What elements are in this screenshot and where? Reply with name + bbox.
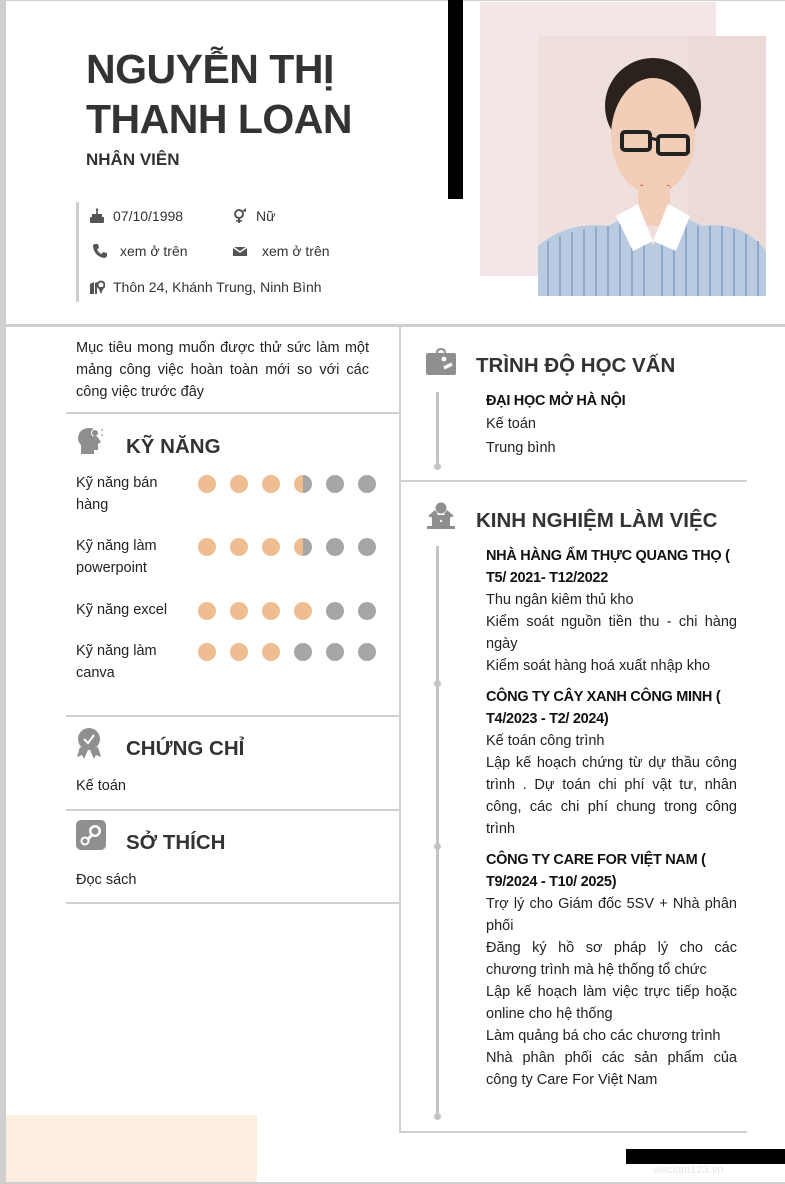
skill-name: Kỹ năng bán hàng <box>76 475 158 513</box>
duty: Làm quảng bá cho các chương trình <box>486 1028 721 1044</box>
grade: Trung bình <box>486 440 556 456</box>
rating-dot-empty <box>358 475 376 493</box>
suitcase-icon <box>426 347 456 379</box>
decorative-footer-bar <box>626 1149 785 1164</box>
duty: Trợ lý cho Giám đốc 5SV + Nhà phân phối <box>486 896 737 934</box>
column-divider <box>399 327 401 1133</box>
timeline-dot <box>434 463 441 470</box>
decorative-peach-block <box>6 1115 257 1182</box>
award-badge-icon <box>76 727 106 759</box>
hobbies-title: SỞ THÍCH <box>126 831 226 854</box>
duty: Nhà phân phối các sản phẩm của công ty Care For Việt Nam <box>486 1050 737 1088</box>
timeline-dot <box>434 843 441 850</box>
decorative-black-bar <box>448 0 463 199</box>
rating-dot-filled <box>198 475 216 493</box>
experience-timeline <box>436 546 439 1116</box>
birthday-cake-icon <box>89 208 105 224</box>
rating-dot-filled <box>230 602 248 620</box>
page-left-edge <box>0 0 6 1184</box>
education-divider <box>401 480 747 482</box>
rating-dot-filled <box>230 538 248 556</box>
rating-dot-filled <box>230 475 248 493</box>
skill-name: Kỹ năng làm powerpoint <box>76 538 157 576</box>
rating-dot-filled <box>262 602 280 620</box>
job-title: NHÂN VIÊN <box>86 150 180 169</box>
career-objective: Mục tiêu mong muốn được thử sức làm một mảng công việc hoàn toàn mới so với các công việc trước đây <box>76 340 369 400</box>
duty: Thu ngân kiêm thủ kho <box>486 592 634 608</box>
address-value: Thôn 24, Khánh Trung, Ninh Bình <box>113 279 322 295</box>
major: Kế toán <box>486 416 536 432</box>
education-title: TRÌNH ĐỘ HỌC VẤN <box>476 354 676 377</box>
gender-icon <box>232 208 248 224</box>
rating-dot-filled <box>262 643 280 661</box>
objective-divider <box>66 412 399 414</box>
skill-rating <box>198 538 390 556</box>
duty: Kiểm soát nguồn tiền thu - chi hàng ngày <box>486 614 737 652</box>
company-name: CÔNG TY CÂY XANH CÔNG MINH ( T4/2023 - T2/ 2024) <box>486 689 721 727</box>
experience-title: KINH NGHIỆM LÀM VIỆC <box>476 509 718 532</box>
company-name: NHÀ HÀNG ẨM THỰC QUANG THỌ ( T5/ 2021- T12/2022 <box>486 548 730 586</box>
rating-dot-half <box>294 475 312 493</box>
address-field <box>89 279 322 295</box>
envelope-icon <box>232 243 248 259</box>
skill-rating <box>198 602 390 620</box>
experience-divider <box>401 1131 747 1133</box>
rating-dot-empty <box>358 538 376 556</box>
email-field <box>232 243 330 259</box>
education-entry <box>486 390 737 459</box>
certificates-title: CHỨNG CHỈ <box>126 737 245 760</box>
candidate-name <box>86 44 352 144</box>
rating-dot-empty <box>326 602 344 620</box>
certificate-item: Kế toán <box>76 778 126 794</box>
certificates-divider <box>66 809 399 811</box>
birthday-value: 07/10/1998 <box>113 208 184 224</box>
company-name: CÔNG TY CARE FOR VIỆT NAM ( T9/2024 - T10/ 2025) <box>486 852 706 890</box>
rating-dot-filled <box>230 643 248 661</box>
phone-icon <box>92 243 108 259</box>
phone-value: xem ở trên <box>120 243 188 259</box>
name-line-2: THANH LOAN <box>86 96 353 142</box>
watermark: vieclam123.vn <box>653 1164 724 1176</box>
skill-rating <box>198 643 390 661</box>
rating-dot-filled <box>198 602 216 620</box>
duty: Lập kế hoạch chứng từ dự thầu công trình . Dự toán chi phí vật tư, nhân công, các chi phí chung trong công trình <box>486 755 737 837</box>
profile-photo <box>538 36 766 296</box>
duty: Lập kế hoạch làm việc trực tiếp hoặc online cho hệ thống <box>486 984 737 1022</box>
steam-icon <box>76 820 106 850</box>
contact-info <box>76 202 376 302</box>
hobbies-divider <box>66 902 399 904</box>
rating-dot-empty <box>326 538 344 556</box>
duty: Kế toán công trình <box>486 733 605 749</box>
phone-field <box>92 243 188 259</box>
skills-divider <box>66 715 399 717</box>
duty: Đăng ký hồ sơ pháp lý cho các chương trình mà hệ thống tổ chức <box>486 940 737 978</box>
hobby-item: Đọc sách <box>76 872 137 888</box>
head-lightbulb-icon <box>76 424 106 456</box>
skill-name: Kỹ năng excel <box>76 602 168 618</box>
rating-dot-filled <box>198 538 216 556</box>
experience-entry <box>486 686 737 840</box>
duty: Kiểm soát hàng hoá xuất nhập kho <box>486 658 711 674</box>
skill-name: Kỹ năng làm canva <box>76 643 157 681</box>
page-top-edge <box>6 0 785 1</box>
school-name: ĐẠI HỌC MỞ HÀ NỘI <box>486 393 626 409</box>
rating-dot-empty <box>294 643 312 661</box>
map-marker-icon <box>89 279 105 295</box>
rating-dot-empty <box>326 475 344 493</box>
skill-rating <box>198 475 390 493</box>
name-line-1: NGUYỄN THỊ <box>86 46 334 92</box>
skills-title: KỸ NĂNG <box>126 435 221 458</box>
timeline-dot <box>434 1113 441 1120</box>
email-value: xem ở trên <box>262 243 330 259</box>
user-laptop-icon <box>425 502 457 530</box>
rating-dot-empty <box>358 643 376 661</box>
rating-dot-filled <box>262 538 280 556</box>
rating-dot-half <box>294 538 312 556</box>
rating-dot-filled <box>198 643 216 661</box>
gender-field <box>232 208 275 224</box>
rating-dot-empty <box>326 643 344 661</box>
timeline-dot <box>434 680 441 687</box>
header-divider <box>6 324 785 327</box>
rating-dot-filled <box>294 602 312 620</box>
education-timeline <box>436 392 439 466</box>
rating-dot-empty <box>358 602 376 620</box>
rating-dot-filled <box>262 475 280 493</box>
experience-entry <box>486 545 737 677</box>
gender-value: Nữ <box>256 208 276 224</box>
experience-entry <box>486 849 737 1091</box>
birthday-field <box>89 208 183 224</box>
